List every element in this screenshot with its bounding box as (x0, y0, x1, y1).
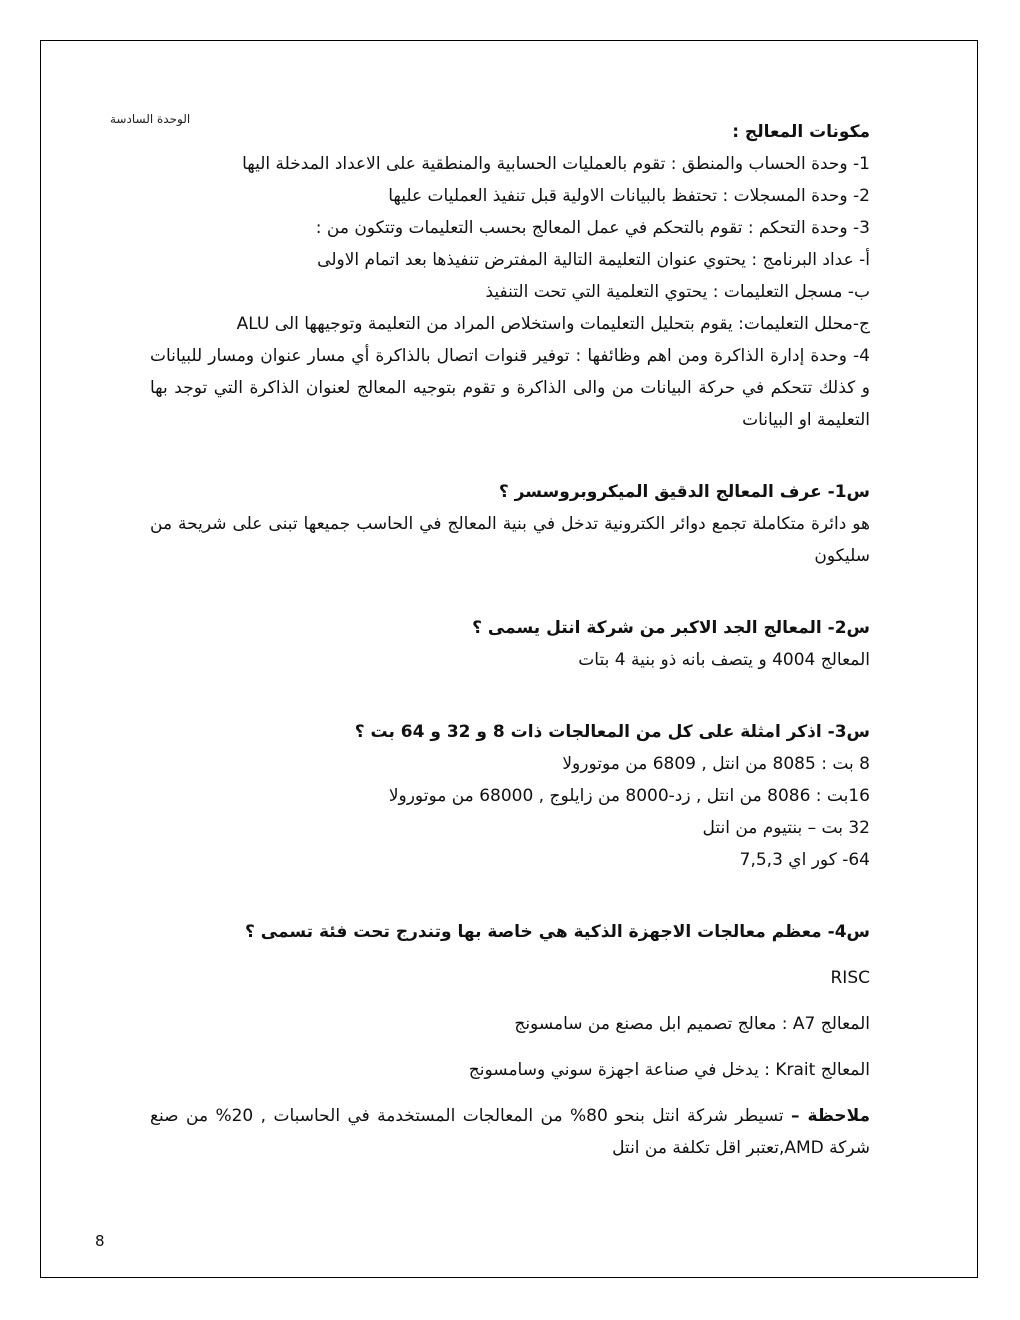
answer-3-item: 16بت : 8086 من انتل , زد-8000 من زايلوج , 68000 من موتورولا (388, 786, 870, 806)
component-line: 1- وحدة الحساب والمنطق : تقوم بالعمليات الحسابية والمنطقية على الاعداد المدخلة اليها (242, 154, 870, 174)
document-body (150, 116, 870, 1164)
page-number: 8 (95, 1232, 105, 1250)
component-line: ب- مسجل التعليمات : يحتوي التعلمية التي تحت التنفيذ (485, 282, 870, 302)
component-line: أ- عداد البرنامج : يحتوي عنوان التعليمة التالية المفترض تنفيذها بعد اتمام الاولى (317, 250, 870, 270)
answer-1: هو دائرة متكاملة تجمع دوائر الكترونية تدخل في بنية المعالج في الحاسب جميعها تبنى على شريحة من سليكون (150, 514, 870, 566)
answer-2: المعالج 4004 و يتصف بانه ذو بنية 4 بتات (578, 650, 870, 670)
answer-4-line: المعالج A7 : معالج تصميم ابل مصنع من سامسونج (514, 1014, 870, 1034)
answer-3-item: 32 بت – بنتيوم من انتل (702, 818, 870, 838)
question-2: س2- المعالج الجد الاكبر من شركة انتل يسمى ؟ (472, 618, 870, 638)
answer-4: RISC (830, 968, 870, 988)
component-line: ج-محلل التعليمات: يقوم بتحليل التعليمات واستخلاص المراد من التعليمة وتوجيهها الى ALU (236, 314, 870, 334)
note-text: تسيطر شركة انتل بنحو 80% من المعالجات المستخدمة في الحاسبات , 20% من صنع شركة AMD,تعتبر اقل تكلفة من انتل (150, 1106, 870, 1158)
question-3: س3- اذكر امثلة على كل من المعالجات ذات 8 و 32 و 64 بت ؟ (354, 722, 870, 742)
note-label: ملاحظة – (791, 1106, 870, 1126)
component-line: 2- وحدة المسجلات : تحتفظ بالبيانات الاولية قبل تنفيذ العمليات عليها (388, 186, 870, 206)
component-line: 3- وحدة التحكم : تقوم بالتحكم في عمل المعالج بحسب التعليمات وتتكون من : (315, 218, 870, 238)
unit-header: الوحدة السادسة (110, 112, 191, 126)
answer-3-item: 8 بت : 8085 من انتل , 6809 من موتورولا (562, 754, 870, 774)
question-4: س4- معظم معالجات الاجهزة الذكية هي خاصة بها وتندرج تحت فئة تسمى ؟ (245, 922, 870, 942)
components-title: مكونات المعالج : (732, 122, 870, 142)
answer-3-item: 64- كور اي 7,5,3 (739, 850, 870, 870)
note-paragraph (150, 1100, 870, 1164)
question-1: س1- عرف المعالج الدقيق الميكروبروسسر ؟ (498, 482, 870, 502)
answer-4-line: المعالج Krait : يدخل في صناعة اجهزة سوني وسامسونج (468, 1060, 870, 1080)
component-item-4: 4- وحدة إدارة الذاكرة ومن اهم وظائفها : توفير قنوات اتصال بالذاكرة أي مسار عنوان ومسار للبيانات و كذلك تتحكم في حركة البيانات من والى الذاكرة و تقوم بتوجيه المعالج لعنوان الذاكرة التي توجد بها التعليمة او البيانات (150, 346, 870, 430)
